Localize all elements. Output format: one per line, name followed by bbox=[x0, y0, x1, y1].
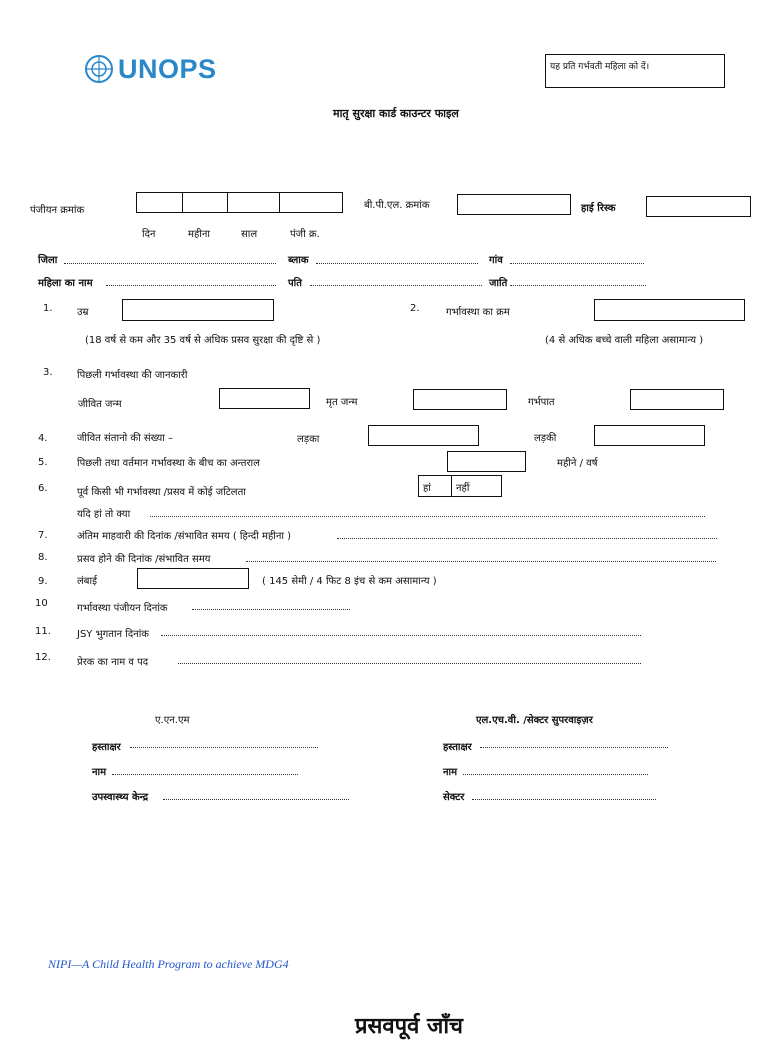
block-line[interactable] bbox=[316, 263, 478, 264]
reg-year-label: साल bbox=[241, 229, 258, 240]
lhv-name-label: नाम bbox=[443, 767, 458, 778]
complication-no-box[interactable] bbox=[451, 475, 502, 497]
anm-heading: ए.एन.एम bbox=[155, 715, 190, 726]
reg-year-field[interactable] bbox=[227, 192, 280, 213]
district-line[interactable] bbox=[64, 263, 276, 264]
pregnancy-order-field[interactable] bbox=[594, 299, 745, 321]
caste-line[interactable] bbox=[510, 285, 646, 286]
sector-label: सेक्टर bbox=[443, 792, 465, 803]
item-number-1: 1. bbox=[43, 303, 53, 314]
height-note: ( 145 सेमी / 4 फिट 8 इंच से कम असामान्य ) bbox=[262, 576, 437, 587]
pregnancy-order-label: गर्भावस्था का क्रम bbox=[446, 307, 510, 318]
girl-count-field[interactable] bbox=[594, 425, 705, 446]
registration-date-label: गर्भावस्था पंजीयन दिनांक bbox=[77, 603, 168, 614]
no-label: नहीं bbox=[456, 483, 470, 494]
if-yes-label: यदि हां तो क्या bbox=[77, 509, 131, 520]
item-number-4: 4. bbox=[38, 433, 48, 444]
logo-text: UNOPS bbox=[118, 54, 217, 84]
live-birth-field[interactable] bbox=[219, 388, 310, 409]
item-number-2: 2. bbox=[410, 303, 420, 314]
height-label: लंबाई bbox=[77, 576, 97, 587]
un-emblem-icon bbox=[84, 54, 114, 84]
footer-program-text: NIPI—A Child Health Program to achieve MDG4 bbox=[48, 957, 289, 971]
copy-note: यह प्रति गर्भवती महिला को दें। bbox=[550, 62, 650, 72]
anm-name-label: नाम bbox=[92, 767, 107, 778]
lmp-label: अंतिम माहवारी की दिनांक /संभावित समय ( हिन्दी महीना ) bbox=[77, 531, 292, 542]
anm-signature-line[interactable] bbox=[130, 747, 318, 748]
girl-label: लड़की bbox=[534, 433, 557, 444]
block-label: ब्लाक bbox=[288, 255, 309, 266]
anm-signature-label: हस्ताक्षर bbox=[92, 742, 121, 753]
still-birth-field[interactable] bbox=[413, 389, 507, 410]
yes-label: हां bbox=[423, 483, 431, 494]
caste-label: जाति bbox=[489, 278, 508, 289]
lhv-heading: एल.एच.वी. /सेक्टर सुपरवाइज़र bbox=[476, 715, 593, 726]
jsy-payment-line[interactable] bbox=[161, 635, 641, 636]
pregnancy-gap-field[interactable] bbox=[447, 451, 526, 472]
item-number-10: 10 bbox=[35, 598, 48, 609]
reg-day-label: दिन bbox=[142, 229, 156, 240]
item-number-6: 6. bbox=[38, 483, 48, 494]
motivator-label: प्रेरक का नाम व पद bbox=[77, 657, 149, 668]
age-note: (18 वर्ष से कम और 35 वर्ष से अधिक प्रसव सुरक्षा की दृष्टि से ) bbox=[85, 335, 321, 346]
abortion-label: गर्भपात bbox=[528, 397, 555, 408]
abortion-field[interactable] bbox=[630, 389, 724, 410]
high-risk-field[interactable] bbox=[646, 196, 751, 217]
anm-name-line[interactable] bbox=[112, 774, 298, 775]
subcentre-label: उपस्वास्थ्य केन्द्र bbox=[92, 792, 149, 803]
complication-yes-box[interactable] bbox=[418, 475, 452, 497]
lhv-signature-label: हस्ताक्षर bbox=[443, 742, 472, 753]
item-number-7: 7. bbox=[38, 530, 48, 541]
lhv-name-line[interactable] bbox=[463, 774, 648, 775]
item-number-9: 9. bbox=[38, 576, 48, 587]
woman-name-line[interactable] bbox=[106, 285, 276, 286]
living-children-label: जीवित संतानो की संख्या – bbox=[77, 433, 174, 444]
lhv-signature-line[interactable] bbox=[480, 747, 668, 748]
sector-line[interactable] bbox=[472, 799, 656, 800]
district-label: जिला bbox=[38, 255, 58, 266]
previous-pregnancy-label: पिछली गर्भावस्था की जानकारी bbox=[77, 370, 188, 381]
husband-label: पति bbox=[288, 278, 302, 289]
registration-date-line[interactable] bbox=[192, 609, 350, 610]
pregnancy-gap-unit: महीने / वर्ष bbox=[557, 458, 598, 469]
copy-note-box bbox=[545, 54, 725, 88]
reg-day-field[interactable] bbox=[136, 192, 183, 213]
height-field[interactable] bbox=[137, 568, 249, 589]
item-number-3: 3. bbox=[43, 367, 53, 378]
woman-name-label: महिला का नाम bbox=[38, 278, 93, 289]
village-label: गांव bbox=[489, 255, 503, 266]
edd-label: प्रसव होने की दिनांक /संभावित समय bbox=[77, 554, 211, 565]
reg-month-field[interactable] bbox=[182, 192, 228, 213]
item-number-5: 5. bbox=[38, 457, 48, 468]
reg-number-label: पंजी क्र. bbox=[290, 229, 320, 240]
boy-label: लड़का bbox=[297, 434, 320, 445]
live-birth-label: जीवित जन्म bbox=[78, 399, 122, 410]
item-number-12: 12. bbox=[35, 652, 51, 663]
bpl-field[interactable] bbox=[457, 194, 571, 215]
pregnancy-gap-label: पिछली तथा वर्तमान गर्भावस्था के बीच का अन्तराल bbox=[77, 458, 260, 469]
village-line[interactable] bbox=[510, 263, 644, 264]
pregnancy-order-note: (4 से अधिक बच्चे वाली महिला असामान्य ) bbox=[545, 335, 704, 346]
lmp-line[interactable] bbox=[337, 538, 717, 539]
edd-line[interactable] bbox=[246, 561, 716, 562]
reg-month-label: महीना bbox=[188, 229, 211, 240]
subcentre-line[interactable] bbox=[163, 799, 349, 800]
registration-label: पंजीयन क्रमांक bbox=[30, 205, 85, 216]
item-number-11: 11. bbox=[35, 626, 51, 637]
reg-number-field[interactable] bbox=[279, 192, 343, 213]
jsy-payment-label: JSY भुगतान दिनांक bbox=[77, 629, 149, 640]
age-field[interactable] bbox=[122, 299, 274, 321]
boy-count-field[interactable] bbox=[368, 425, 479, 446]
still-birth-label: मृत जन्म bbox=[326, 397, 358, 408]
page-title: मातृ सुरक्षा कार्ड काउन्टर फाइल bbox=[333, 107, 459, 120]
item-number-8: 8. bbox=[38, 552, 48, 563]
complication-label: पूर्व किसी भी गर्भावस्था /प्रसव में कोई जटिलता bbox=[77, 487, 246, 498]
motivator-line[interactable] bbox=[178, 663, 641, 664]
if-yes-line[interactable] bbox=[150, 516, 705, 517]
high-risk-label: हाई रिस्क bbox=[581, 203, 616, 214]
bpl-label: बी.पी.एल. क्रमांक bbox=[364, 200, 430, 211]
husband-line[interactable] bbox=[310, 285, 482, 286]
age-label: उम्र bbox=[77, 307, 89, 318]
next-page-title: प्रसवपूर्व जाँच bbox=[355, 1014, 464, 1039]
